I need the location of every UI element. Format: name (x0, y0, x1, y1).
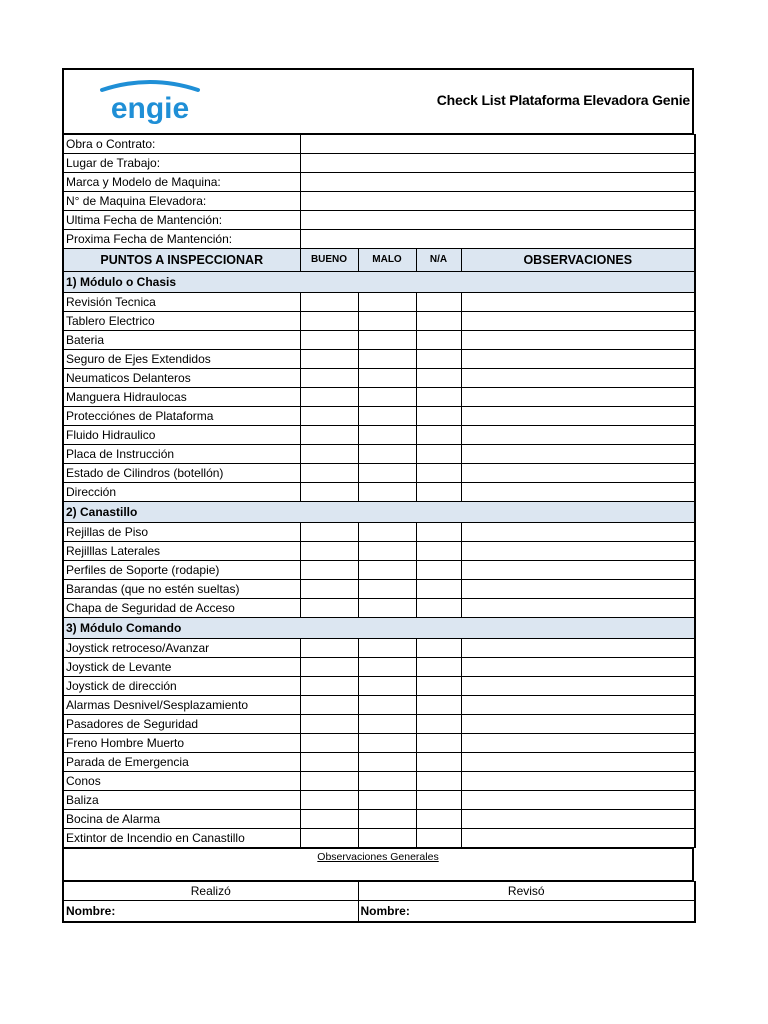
item-label: Estado de Cilindros (botellón) (63, 464, 300, 483)
col-bad: MALO (358, 249, 416, 272)
bad-check-cell[interactable] (358, 677, 416, 696)
item-label: Freno Hombre Muerto (63, 734, 300, 753)
item-label: Placa de Instrucción (63, 445, 300, 464)
good-check-cell[interactable] (300, 734, 358, 753)
table-row (63, 734, 695, 753)
table-row (63, 829, 695, 848)
item-label: Bateria (63, 331, 300, 350)
table-row (63, 658, 695, 677)
table-row (63, 639, 695, 658)
info-row (63, 173, 695, 192)
observation-cell[interactable] (461, 753, 695, 772)
good-check-cell[interactable] (300, 407, 358, 426)
observation-cell[interactable] (461, 542, 695, 561)
table-row (63, 445, 695, 464)
observation-cell[interactable] (461, 561, 695, 580)
bad-check-cell[interactable] (358, 426, 416, 445)
good-check-cell[interactable] (300, 542, 358, 561)
reviewed-by-label: Revisó (358, 882, 695, 901)
item-label: Extintor de Incendio en Canastillo (63, 829, 300, 848)
page-title: Check List Plataforma Elevadora Genie (436, 92, 690, 108)
na-check-cell[interactable] (416, 483, 461, 502)
na-check-cell[interactable] (416, 753, 461, 772)
bad-check-cell[interactable] (358, 331, 416, 350)
observation-cell[interactable] (461, 407, 695, 426)
column-headers (63, 249, 695, 272)
table-row (63, 542, 695, 561)
info-row (63, 154, 695, 173)
bad-check-cell[interactable] (358, 464, 416, 483)
col-observations: OBSERVACIONES (461, 249, 695, 272)
bad-check-cell[interactable] (358, 791, 416, 810)
na-check-cell[interactable] (416, 407, 461, 426)
signature-table (62, 881, 696, 923)
table-row (63, 772, 695, 791)
item-label: Chapa de Seguridad de Acceso (63, 599, 300, 618)
na-check-cell[interactable] (416, 772, 461, 791)
item-label: Barandas (que no estén sueltas) (63, 580, 300, 599)
info-row (63, 135, 695, 154)
table-row (63, 599, 695, 618)
bad-check-cell[interactable] (358, 483, 416, 502)
table-row (63, 696, 695, 715)
observation-cell[interactable] (461, 388, 695, 407)
item-label: Baliza (63, 791, 300, 810)
observation-cell[interactable] (461, 350, 695, 369)
item-label: Joystick retroceso/Avanzar (63, 639, 300, 658)
item-label: Bocina de Alarma (63, 810, 300, 829)
good-check-cell[interactable] (300, 753, 358, 772)
na-check-cell[interactable] (416, 331, 461, 350)
observation-cell[interactable] (461, 658, 695, 677)
col-good: BUENO (300, 249, 358, 272)
good-check-cell[interactable] (300, 696, 358, 715)
reviewed-by-name-field[interactable]: Nombre: (358, 901, 695, 923)
info-label: Ultima Fecha de Mantención: (63, 211, 300, 230)
good-check-cell[interactable] (300, 677, 358, 696)
info-label: Obra o Contrato: (63, 135, 300, 154)
good-check-cell[interactable] (300, 639, 358, 658)
na-check-cell[interactable] (416, 445, 461, 464)
section-title: 3) Módulo Comando (63, 618, 695, 639)
observation-cell[interactable] (461, 829, 695, 848)
na-check-cell[interactable] (416, 599, 461, 618)
good-check-cell[interactable] (300, 523, 358, 542)
table-row (63, 331, 695, 350)
bad-check-cell[interactable] (358, 523, 416, 542)
item-label: Rejilllas Laterales (63, 542, 300, 561)
good-check-cell[interactable] (300, 829, 358, 848)
done-by-name-field[interactable]: Nombre: (63, 901, 358, 923)
bad-check-cell[interactable] (358, 734, 416, 753)
info-value-field[interactable] (300, 230, 695, 249)
observation-cell[interactable] (461, 331, 695, 350)
item-label: Conos (63, 772, 300, 791)
observation-cell[interactable] (461, 312, 695, 331)
good-check-cell[interactable] (300, 464, 358, 483)
table-row (63, 464, 695, 483)
info-value-field[interactable] (300, 154, 695, 173)
na-check-cell[interactable] (416, 312, 461, 331)
good-check-cell[interactable] (300, 791, 358, 810)
good-check-cell[interactable] (300, 561, 358, 580)
na-check-cell[interactable] (416, 715, 461, 734)
na-check-cell[interactable] (416, 542, 461, 561)
table-row (63, 369, 695, 388)
info-row (63, 192, 695, 211)
bad-check-cell[interactable] (358, 639, 416, 658)
good-check-cell[interactable] (300, 658, 358, 677)
observation-cell[interactable] (461, 483, 695, 502)
info-label: Lugar de Trabajo: (63, 154, 300, 173)
item-label: Parada de Emergencia (63, 753, 300, 772)
na-check-cell[interactable] (416, 791, 461, 810)
na-check-cell[interactable] (416, 350, 461, 369)
observation-cell[interactable] (461, 715, 695, 734)
bad-check-cell[interactable] (358, 293, 416, 312)
table-row (63, 580, 695, 599)
table-row (63, 810, 695, 829)
item-label: Alarmas Desnivel/Sesplazamiento (63, 696, 300, 715)
bad-check-cell[interactable] (358, 312, 416, 331)
section-header (63, 502, 695, 523)
section-header (63, 272, 695, 293)
observation-cell[interactable] (461, 639, 695, 658)
na-check-cell[interactable] (416, 658, 461, 677)
done-by-label: Realizó (63, 882, 358, 901)
general-observations[interactable]: Observaciones Generales (62, 848, 694, 881)
item-label: Fluido Hidraulico (63, 426, 300, 445)
good-check-cell[interactable] (300, 331, 358, 350)
good-check-cell[interactable] (300, 715, 358, 734)
observation-cell[interactable] (461, 580, 695, 599)
table-row (63, 293, 695, 312)
observation-cell[interactable] (461, 677, 695, 696)
table-row (63, 312, 695, 331)
bad-check-cell[interactable] (358, 810, 416, 829)
bad-check-cell[interactable] (358, 445, 416, 464)
table-row (63, 677, 695, 696)
info-label: N° de Maquina Elevadora: (63, 192, 300, 211)
table-row (63, 791, 695, 810)
item-label: Protecciónes de Plataforma (63, 407, 300, 426)
table-row (63, 523, 695, 542)
bad-check-cell[interactable] (358, 599, 416, 618)
item-label: Pasadores de Seguridad (63, 715, 300, 734)
bad-check-cell[interactable] (358, 696, 416, 715)
table-row (63, 561, 695, 580)
info-value-field[interactable] (300, 192, 695, 211)
good-check-cell[interactable] (300, 580, 358, 599)
observation-cell[interactable] (461, 464, 695, 483)
table-row (63, 715, 695, 734)
info-value-field[interactable] (300, 135, 695, 154)
na-check-cell[interactable] (416, 426, 461, 445)
good-check-cell[interactable] (300, 772, 358, 791)
info-label: Proxima Fecha de Mantención: (63, 230, 300, 249)
item-label: Neumaticos Delanteros (63, 369, 300, 388)
info-row (63, 211, 695, 230)
na-check-cell[interactable] (416, 696, 461, 715)
info-row (63, 230, 695, 249)
item-label: Seguro de Ejes Extendidos (63, 350, 300, 369)
checklist-table (62, 134, 696, 848)
item-label: Dirección (63, 483, 300, 502)
na-check-cell[interactable] (416, 639, 461, 658)
bad-check-cell[interactable] (358, 542, 416, 561)
item-label: Joystick de dirección (63, 677, 300, 696)
bad-check-cell[interactable] (358, 829, 416, 848)
bad-check-cell[interactable] (358, 350, 416, 369)
good-check-cell[interactable] (300, 483, 358, 502)
good-check-cell[interactable] (300, 369, 358, 388)
good-check-cell[interactable] (300, 312, 358, 331)
table-row (63, 426, 695, 445)
good-check-cell[interactable] (300, 810, 358, 829)
col-na: N/A (416, 249, 461, 272)
item-label: Rejillas de Piso (63, 523, 300, 542)
info-value-field[interactable] (300, 173, 695, 192)
na-check-cell[interactable] (416, 369, 461, 388)
na-check-cell[interactable] (416, 580, 461, 599)
na-check-cell[interactable] (416, 388, 461, 407)
observation-cell[interactable] (461, 791, 695, 810)
na-check-cell[interactable] (416, 293, 461, 312)
bad-check-cell[interactable] (358, 715, 416, 734)
table-row (63, 407, 695, 426)
good-check-cell[interactable] (300, 350, 358, 369)
observation-cell[interactable] (461, 772, 695, 791)
bad-check-cell[interactable] (358, 407, 416, 426)
observation-cell[interactable] (461, 696, 695, 715)
section-header (63, 618, 695, 639)
table-row (63, 483, 695, 502)
good-check-cell[interactable] (300, 445, 358, 464)
na-check-cell[interactable] (416, 810, 461, 829)
section-title: 1) Módulo o Chasis (63, 272, 695, 293)
na-check-cell[interactable] (416, 829, 461, 848)
checklist-sheet (62, 68, 694, 923)
na-check-cell[interactable] (416, 677, 461, 696)
observation-cell[interactable] (461, 734, 695, 753)
header (62, 68, 694, 134)
table-row (63, 753, 695, 772)
bad-check-cell[interactable] (358, 658, 416, 677)
na-check-cell[interactable] (416, 523, 461, 542)
item-label: Revisión Tecnica (63, 293, 300, 312)
observation-cell[interactable] (461, 369, 695, 388)
observation-cell[interactable] (461, 293, 695, 312)
item-label: Perfiles de Soporte (rodapie) (63, 561, 300, 580)
col-points: PUNTOS A INSPECCIONAR (63, 249, 300, 272)
observation-cell[interactable] (461, 445, 695, 464)
info-value-field[interactable] (300, 211, 695, 230)
observation-cell[interactable] (461, 810, 695, 829)
item-label: Joystick de Levante (63, 658, 300, 677)
engie-logo (90, 78, 210, 124)
na-check-cell[interactable] (416, 734, 461, 753)
good-check-cell[interactable] (300, 293, 358, 312)
observation-cell[interactable] (461, 426, 695, 445)
good-check-cell[interactable] (300, 599, 358, 618)
bad-check-cell[interactable] (358, 388, 416, 407)
bad-check-cell[interactable] (358, 580, 416, 599)
table-row (63, 350, 695, 369)
bad-check-cell[interactable] (358, 772, 416, 791)
bad-check-cell[interactable] (358, 369, 416, 388)
na-check-cell[interactable] (416, 464, 461, 483)
bad-check-cell[interactable] (358, 753, 416, 772)
good-check-cell[interactable] (300, 388, 358, 407)
info-fields (63, 135, 695, 249)
info-label: Marca y Modelo de Maquina: (63, 173, 300, 192)
bad-check-cell[interactable] (358, 561, 416, 580)
svg-text:engie: engie (110, 92, 190, 124)
table-row (63, 388, 695, 407)
observation-cell[interactable] (461, 523, 695, 542)
good-check-cell[interactable] (300, 426, 358, 445)
item-label: Tablero Electrico (63, 312, 300, 331)
item-label: Manguera Hidraulocas (63, 388, 300, 407)
observation-cell[interactable] (461, 599, 695, 618)
na-check-cell[interactable] (416, 561, 461, 580)
section-title: 2) Canastillo (63, 502, 695, 523)
inspection-items (63, 272, 695, 848)
